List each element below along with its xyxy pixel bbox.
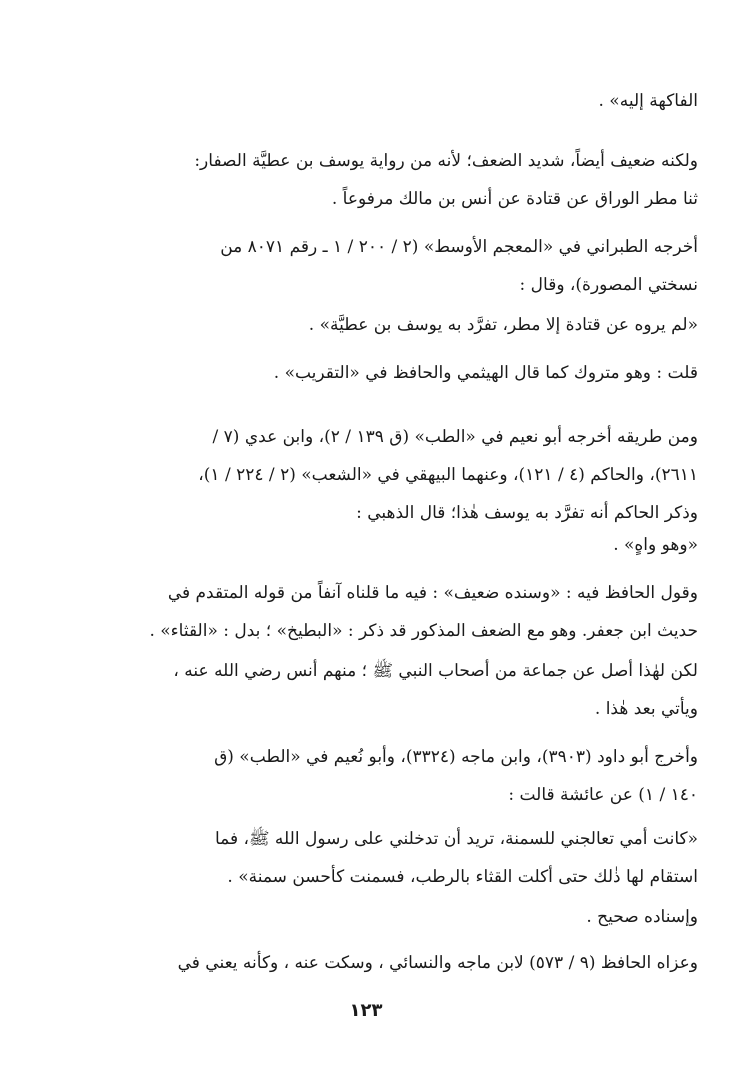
paragraph-weakness bbox=[78, 142, 698, 218]
text-line: وإسناده صحيح . bbox=[586, 907, 698, 927]
text-line: الفاكهة إليه» . bbox=[598, 91, 698, 111]
paragraph-attribution bbox=[78, 944, 698, 982]
text-line: وقول الحافظ فيه : «وسنده ضعيف» : فيه ما قلناه آنفاً من قوله المتقدم في bbox=[167, 583, 698, 603]
text-line: وعزاه الحافظ (٩ / ٥٧٣) لابن ماجه والنسائي ، وسكت عنه ، وكأنه يعني في bbox=[177, 953, 698, 973]
text-line: أخرجه الطبراني في «المعجم الأوسط» (٢ / ٢٠٠ / ١ ـ رقم ٨٠٧١ من bbox=[220, 237, 698, 257]
quote-aisha bbox=[78, 820, 698, 896]
paragraph-hafiz bbox=[78, 574, 698, 650]
text-line: «وهو واهٍ» . bbox=[613, 535, 698, 555]
text-line: «لم يروه عن قتادة إلا مطر، تفرَّد به يوسف بن عطيَّة» . bbox=[308, 315, 698, 335]
text-line: ولكنه ضعيف أيضاً، شديد الضعف؛ لأنه من رواية يوسف بن عطيَّة الصفار: bbox=[194, 151, 698, 171]
text-line: وذكر الحاكم أنه تفرَّد به يوسف هٰذا؛ قال الذهبي : bbox=[356, 503, 698, 523]
paragraph-continuation bbox=[78, 82, 698, 120]
text-line: استقام لها ذٰلك حتى أكلت القثاء بالرطب، فسمنت كأحسن سمنة» . bbox=[227, 867, 698, 887]
page-number: ١٢٣ bbox=[349, 1000, 383, 1021]
text-line: «كانت أمي تعالجني للسمنة، تريد أن تدخلني على رسول الله ﷺ، فما bbox=[214, 829, 698, 849]
text-line: ١٤٠ / ١) عن عائشة قالت : bbox=[508, 785, 698, 805]
text-line: ويأتي بعد هٰذا . bbox=[594, 699, 698, 719]
text-line: لكن لهٰذا أصل عن جماعة من أصحاب النبي ﷺ ؛ منهم أنس رضي الله عنه ، bbox=[173, 661, 698, 681]
quote-tabarani bbox=[78, 306, 698, 344]
paragraph-abu-nuaim bbox=[78, 418, 698, 532]
quote-dhahabi bbox=[78, 526, 698, 564]
text-line: قلت : وهو متروك كما قال الهيثمي والحافظ في «التقريب» . bbox=[273, 363, 698, 383]
paragraph-qult bbox=[78, 354, 698, 392]
paragraph-tabarani bbox=[78, 228, 698, 304]
paragraph-abu-dawud bbox=[78, 738, 698, 814]
text-line: حديث ابن جعفر. وهو مع الضعف المذكور قد ذكر : «البطيخ» ؛ بدل : «القثاء» . bbox=[149, 621, 698, 641]
paragraph-asl bbox=[78, 652, 698, 728]
text-line: ومن طريقه أخرجه أبو نعيم في «الطب» (ق ١٣٩ / ٢)، وابن عدي (٧ / bbox=[212, 427, 698, 447]
text-line: ٢٦١١)، والحاكم (٤ / ١٢١)، وعنهما البيهقي في «الشعب» (٢ / ٢٢٤ / ١)، bbox=[198, 465, 698, 485]
text-line: وأخرج أبو داود (٣٩٠٣)، وابن ماجه (٣٣٢٤)، وأبو نُعيم في «الطب» (ق bbox=[214, 747, 698, 767]
paragraph-isnad bbox=[78, 898, 698, 936]
text-line: ثنا مطر الوراق عن قتادة عن أنس بن مالك مرفوعاً . bbox=[331, 189, 698, 209]
text-line: نسختي المصورة)، وقال : bbox=[519, 275, 698, 295]
